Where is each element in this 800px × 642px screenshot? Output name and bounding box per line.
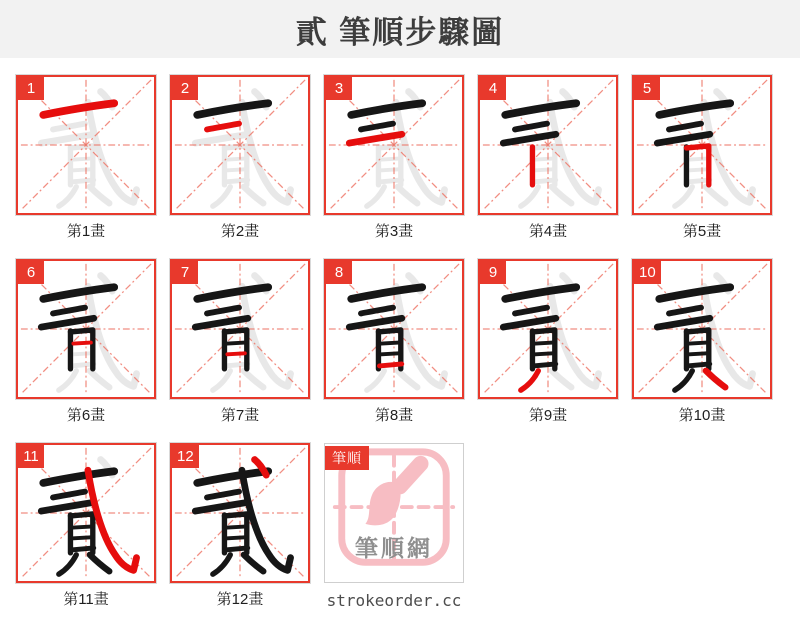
step-badge: 4 [480,77,506,100]
step-label: 第1畫 [66,223,106,240]
stroke-step-cell [324,259,464,423]
step-label: 第6畫 [66,407,106,424]
step-badge: 8 [326,261,352,284]
page-title: 貳 筆順步驟圖 [295,14,505,50]
stroke-step-cell [632,75,772,239]
current-stroke [207,124,239,130]
done-strokes [195,287,268,369]
done-strokes [41,287,114,369]
step-label: 第8畫 [374,407,414,424]
logo-domain[interactable]: strokeorder.cc [326,591,462,610]
stroke-step-box [16,443,156,583]
stroke-step-box [632,75,772,215]
stroke-step-box [478,259,618,399]
step-badge: 5 [634,77,660,100]
stroke-step-box [16,75,156,215]
step-badge: 2 [172,77,198,100]
stroke-step-box [632,259,772,399]
done-strokes [503,103,576,143]
step-label: 第12畫 [216,591,264,608]
current-stroke [73,343,90,344]
stroke-step-cell [16,75,156,239]
step-badge: 11 [18,445,44,468]
stroke-step-cell [478,75,618,239]
logo-badge: 筆順 [325,446,369,470]
step-badge: 3 [326,77,352,100]
step-label: 第10畫 [678,407,726,424]
step-label: 第5畫 [682,223,722,240]
step-label: 第4畫 [528,223,568,240]
stroke-step-cell [170,75,310,239]
stroke-step-cell [170,443,310,607]
step-label: 第9畫 [528,407,568,424]
step-label: 第3畫 [374,223,414,240]
done-strokes [657,103,730,185]
step-label: 第2畫 [220,223,260,240]
done-strokes [197,103,268,115]
steps-grid [16,75,788,610]
current-stroke [43,103,114,115]
stroke-step-box [16,259,156,399]
stroke-step-box [324,259,464,399]
stroke-step-box [170,75,310,215]
logo-cell [324,443,464,610]
stroke-step-cell [324,75,464,239]
done-strokes [503,287,576,369]
stroke-step-cell [632,259,772,423]
stroke-step-box [170,259,310,399]
current-stroke [227,353,244,354]
done-strokes [349,287,422,369]
stroke-step-cell [16,443,156,607]
stroke-step-box [478,75,618,215]
logo-box[interactable] [324,443,464,583]
logo-name: 筆順網 [355,535,433,561]
step-label: 第7畫 [220,407,260,424]
stroke-step-cell [170,259,310,423]
stroke-step-cell [16,259,156,423]
step-badge: 10 [634,261,661,284]
step-badge: 1 [18,77,44,100]
stroke-step-box [324,75,464,215]
header [0,0,800,58]
stroke-step-cell [478,259,618,423]
step-label: 第11畫 [63,591,109,608]
step-badge: 12 [172,445,199,468]
step-badge: 9 [480,261,506,284]
current-stroke [706,371,725,388]
current-stroke [379,364,401,366]
stroke-step-box [170,443,310,583]
done-strokes [195,470,290,574]
done-strokes [351,103,422,129]
current-stroke [521,371,538,390]
step-badge: 7 [172,261,198,284]
step-badge: 6 [18,261,44,284]
